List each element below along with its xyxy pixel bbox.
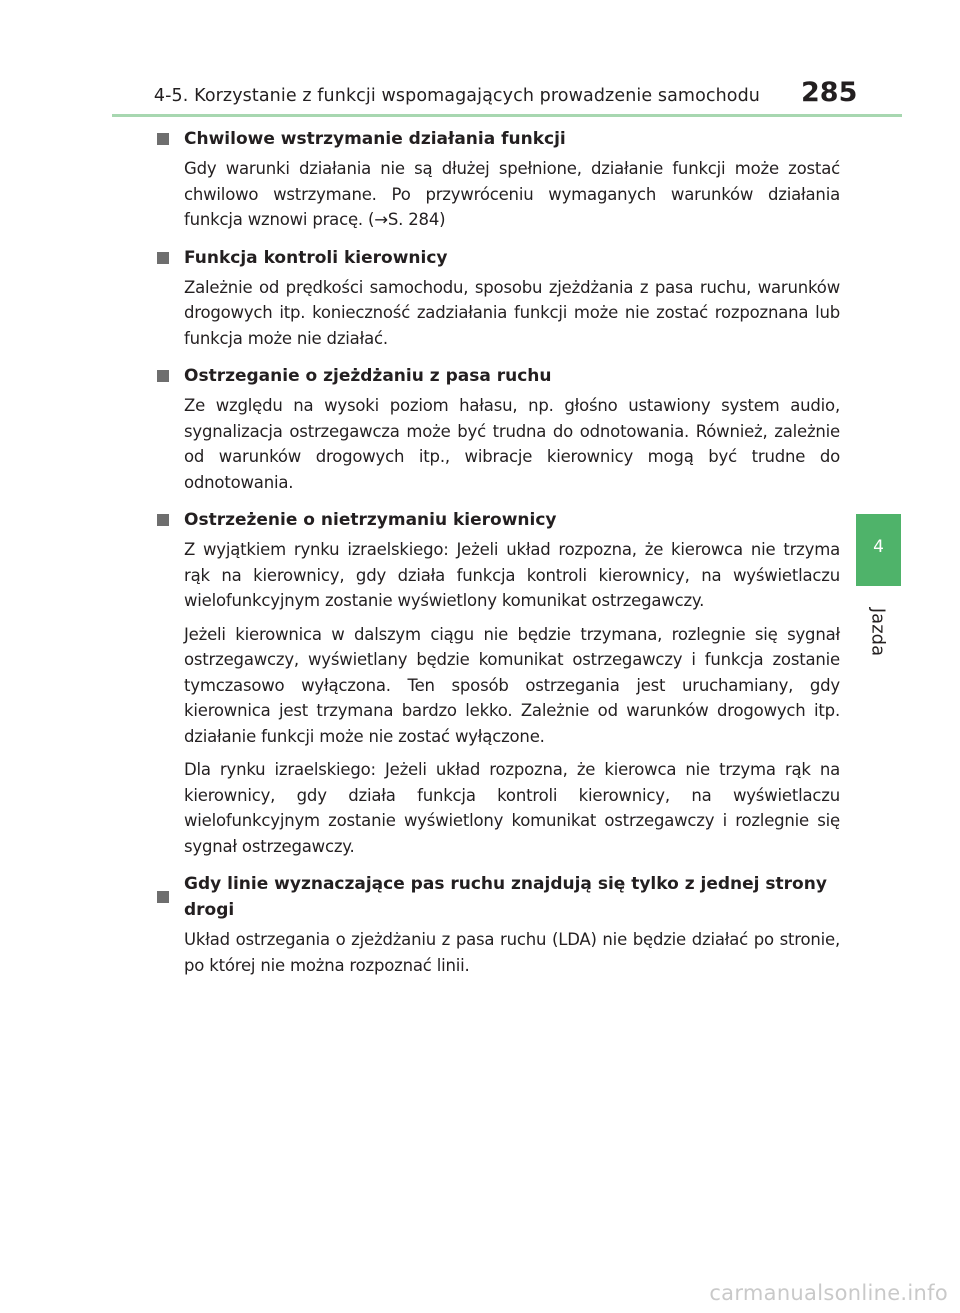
section-heading-text: Ostrzeżenie o nietrzymaniu kierownicy	[184, 510, 557, 530]
square-bullet-icon	[157, 370, 169, 382]
square-bullet-icon	[157, 514, 169, 526]
chapter-tab-label	[866, 592, 890, 672]
section-paragraph: Układ ostrzegania o zjeżdżaniu z pasa ruchu (LDA) nie będzie działać po stronie, po której nie można rozpoznać linii.	[184, 930, 840, 975]
section-heading	[157, 245, 840, 271]
square-bullet-icon	[157, 133, 169, 145]
square-bullet-icon	[157, 891, 169, 903]
square-bullet-icon	[157, 252, 169, 264]
chapter-tab-label-text: Jazda	[867, 607, 889, 657]
section-heading-text: Chwilowe wstrzymanie działania funkcji	[184, 129, 566, 149]
section-hands-off-warning	[157, 507, 840, 859]
section-steering-control	[157, 245, 840, 352]
section-heading	[157, 363, 840, 389]
section-paragraph: Jeżeli kierownica w dalszym ciągu nie będzie trzymana, rozlegnie się sygnał ostrzegawczy, wyświetlany będzie komunikat ostrzegawczy i funkcja zostanie tymczasowo wyłączona. Ten sposób ostrzegania jest uruchamiany, gdy kierownica jest trzymana bardzo lekko. Zależnie od warunków drogowych itp. działanie funkcji może nie zostać wyłączone.	[184, 624, 840, 746]
section-paragraph: Gdy warunki działania nie są dłużej spełnione, działanie funkcji może zostać chwilowo wstrzymane. Po przywróceniu wymaganych warunków działania funkcja wznowi pracę. (→S. 284)	[184, 159, 840, 229]
page-number: 285	[801, 77, 858, 108]
section-heading-text: Funkcja kontroli kierownicy	[184, 247, 448, 268]
section-heading-text: Ostrzeganie o zjeżdżaniu z pasa ruchu	[184, 366, 552, 386]
page-content	[157, 126, 840, 990]
section-heading	[157, 871, 840, 923]
header-divider	[112, 114, 902, 117]
section-heading	[157, 507, 840, 533]
section-paragraph: Zależnie od prędkości samochodu, sposobu zjeżdżania z pasa ruchu, warunków drogowych itp. konieczność zadziałania funkcji może nie zostać rozpoznana lub funkcja może nie działać.	[184, 277, 840, 348]
page-header	[0, 0, 960, 118]
section-heading-text: Gdy linie wyznaczające pas ruchu znajdują się tylko z jednej strony drogi	[184, 874, 827, 920]
section-paragraph: Dla rynku izraelskiego: Jeżeli układ rozpozna, że kierowca nie trzyma rąk na kierownicy, gdy działa funkcja kontroli kierownicy, na wyświetlaczu wielofunkcyjnym zostanie wyświetlony komunikat ostrzegawczy i rozlegnie się sygnał ostrzegawczy.	[184, 760, 840, 856]
section-paragraph: Ze względu na wysoki poziom hałasu, np. głośno ustawiony system audio, sygnalizacja ostrzegawcza może być trudna do odnotowania. Również, zależnie od warunków drogowych itp., wibracje kierownicy mogą być trudne do odnotowania.	[184, 396, 840, 492]
section-paragraph: Z wyjątkiem rynku izraelskiego: Jeżeli układ rozpozna, że kierowca nie trzyma rąk na kierownicy, gdy działa funkcja kontroli kierownicy, na wyświetlaczu wielofunkcyjnym zostanie wyświetlony komunikat ostrzegawczy.	[184, 540, 840, 610]
section-lane-departure-warning	[157, 363, 840, 495]
chapter-tab[interactable]	[856, 514, 901, 586]
chapter-title: 4-5. Korzystanie z funkcji wspomagających prowadzenie samochodu	[153, 86, 760, 106]
section-heading	[157, 126, 840, 152]
chapter-tab-number: 4	[873, 537, 884, 557]
section-temporary-suspension	[157, 126, 840, 233]
section-one-side-lane-lines	[157, 871, 840, 978]
watermark: carmanualsonline.info	[709, 1281, 948, 1305]
